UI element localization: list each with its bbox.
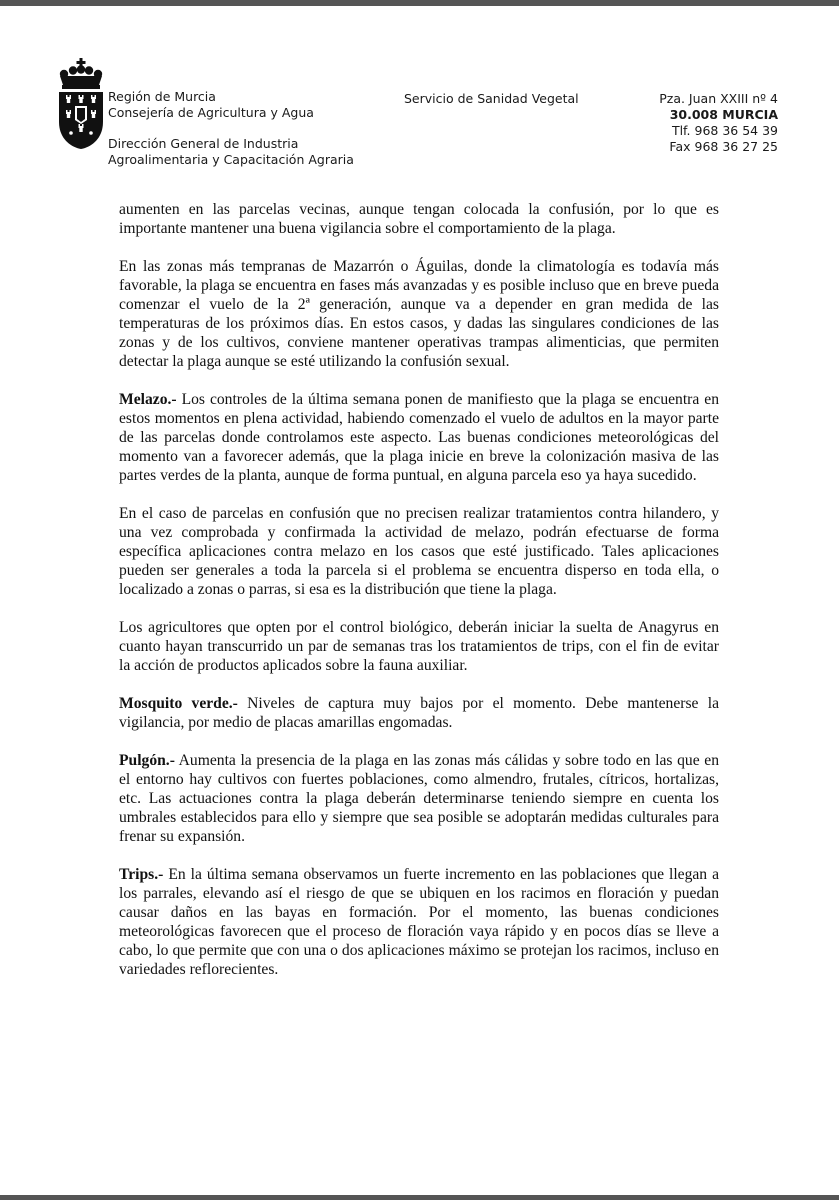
document-body (119, 200, 719, 998)
header-region (108, 89, 314, 121)
paragraph-text: aumenten en las parcelas vecinas, aunque tengan colocada la confusión, por lo que es importante mantener una buena vigilancia sobre el comportamiento de la plaga. (119, 201, 719, 237)
section-title-melazo: Melazo.- (119, 391, 177, 408)
ministry-name: Consejería de Agricultura y Agua (108, 105, 314, 120)
direction-line-1: Dirección General de Industria (108, 136, 299, 151)
top-border (0, 0, 839, 6)
paragraph-melazo (119, 390, 719, 485)
address-phone: Tlf. 968 36 54 39 (671, 123, 778, 138)
address-block (659, 91, 778, 155)
address-street: Pza. Juan XXIII nº 4 (659, 91, 778, 106)
section-title-mosquito-verde: Mosquito verde.- (119, 695, 238, 712)
section-title-trips: Trips.- (119, 866, 164, 883)
header-direction (108, 136, 354, 168)
address-fax: Fax 968 36 27 25 (669, 139, 778, 154)
direction-line-2: Agroalimentaria y Capacitación Agraria (108, 152, 354, 167)
paragraph-text: Aumenta la presencia de la plaga en las zonas más cálidas y sobre todo en las que en el entorno hay cultivos con fuertes poblaciones, como almendro, frutales, cítricos, hortalizas, etc. Las actuaciones contra la plaga deberán determinarse teniendo siempre en cuenta los umbrales establecidos para ello y siempre que sea posible se adoptarán medidas culturales para frenar su expansión. (119, 752, 719, 845)
paragraph-early-zones (119, 257, 719, 371)
section-title-pulgon: Pulgón.- (119, 752, 175, 769)
paragraph-text: Niveles de captura muy bajos por el momento. Debe mantenerse la vigilancia, por medio de placas amarillas engomadas. (119, 695, 719, 731)
paragraph-trips (119, 865, 719, 979)
paragraph-pulgon (119, 751, 719, 846)
region-murcia-coat-of-arms-icon (57, 58, 105, 150)
paragraph-confusion-plots (119, 504, 719, 599)
paragraph-mosquito-verde (119, 694, 719, 732)
region-name: Región de Murcia (108, 89, 216, 104)
paragraph-text: Los controles de la última semana ponen de manifiesto que la plaga se encuentra en estos momentos en plena actividad, habiendo comenzado el vuelo de adultos en la mayor parte de las parcelas donde controlamos este aspecto. Las buenas condiciones meteorológicas del momento van a favorecer además, que la plaga inicie en breve la colonización masiva de las partes verdes de la planta, aunque de forma puntual, en alguna parcela eso ya haya sucedido. (119, 391, 719, 484)
bottom-border (0, 1195, 839, 1200)
service-name: Servicio de Sanidad Vegetal (404, 91, 579, 106)
paragraph-text: En la última semana observamos un fuerte incremento en las poblaciones que llegan a los parrales, elevando así el riesgo de que se ubiquen en los racimos en floración y puedan causar daños en las bayas en formación. Por el momento, las buenas condiciones meteorológicas favorecen que el proceso de floración vaya rápido y en pocos días se lleve a cabo, lo que permite que con una o dos aplicaciones máximo se protejan los racimos, incluso en variedades reflorecientes. (119, 866, 719, 978)
paragraph-biological-control (119, 618, 719, 675)
paragraph-text: En el caso de parcelas en confusión que no precisen realizar tratamientos contra hilandero, y una vez comprobada y confirmada la actividad de melazo, podrán efectuarse de forma específica aplicaciones contra melazo en los casos que esté justificado. Tales aplicaciones pueden ser generales a toda la parcela si el problema se encuentra disperso en toda ella, o localizado a zonas o parras, si esa es la distribución que tiene la plaga. (119, 505, 719, 598)
paragraph-vigilance (119, 200, 719, 238)
paragraph-text: Los agricultores que opten por el control biológico, deberán iniciar la suelta de Anagyrus en cuanto hayan transcurrido un par de semanas tras los tratamientos de trips, con el fin de evitar la acción de productos aplicados sobre la fauna auxiliar. (119, 619, 719, 674)
paragraph-text: En las zonas más tempranas de Mazarrón o Águilas, donde la climatología es todavía más favorable, la plaga se encuentra en fases más avanzadas y es posible incluso que en breve pueda comenzar el vuelo de la 2ª generación, aunque va a depender en gran medida de las temperaturas de los próximos días. En estos casos, y dadas las singulares condiciones de las zonas y de los cultivos, conviene mantener operativas trampas alimenticias, que permiten detectar la plaga aunque se esté utilizando la confusión sexual. (119, 258, 719, 370)
address-city: 30.008 MURCIA (669, 107, 778, 122)
